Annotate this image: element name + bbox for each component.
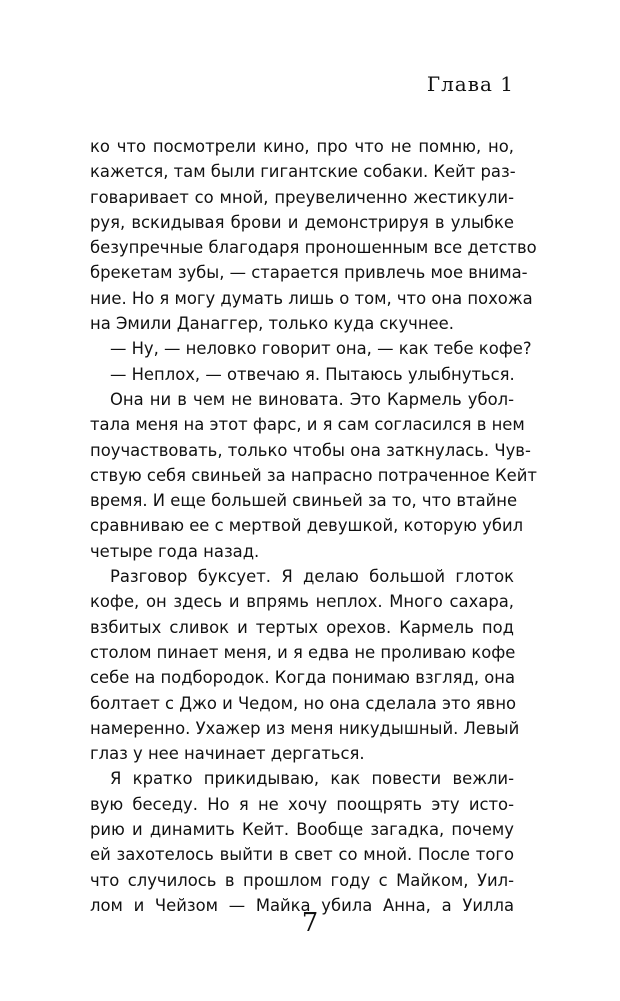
text-line: Разговор буксует. Я делаю большой глоток (110, 567, 514, 587)
text-line: время. И еще большей свиньей за то, что втайне (90, 491, 518, 511)
text-line: взбитых сливок и тертых орехов. Кармель под (90, 617, 514, 637)
body-text-block (90, 134, 537, 918)
text-line: поучаствовать, только чтобы она заткнулась. Чув- (90, 440, 531, 460)
text-line: вую беседу. Но я не хочу поощрять эту исто- (90, 794, 514, 814)
text-line: Я кратко прикидываю, как повести вежли- (110, 769, 514, 789)
text-line: что случилось в прошлом году с Майком, Уил- (90, 870, 514, 890)
text-line: столом пинает меня, и я едва не проливаю кофе (90, 642, 516, 662)
text-line: четыре года назад. (90, 541, 260, 561)
text-line: тала меня на этот фарс, и я сам согласился в нем (90, 415, 525, 435)
text-line: Она ни в чем не виновата. Это Кармель убол- (110, 389, 514, 409)
text-line: — Ну, — неловко говорит она, — как тебе кофе? (110, 339, 532, 359)
page-number: 7 (301, 908, 319, 938)
text-line: лом и Чейзом — Майка убила Анна, а Уилла (90, 895, 514, 915)
text-line: сравниваю ее с мертвой девушкой, которую убил (90, 516, 524, 536)
text-line: руя, вскидывая брови и демонстрируя в улыбке (90, 212, 514, 232)
text-line: на Эмили Данаггер, только куда скучнее. (90, 314, 454, 334)
text-line: глаз у нее начинает дергаться. (90, 744, 365, 764)
text-line: ко что посмотрели кино, про что не помню, но, (90, 137, 514, 156)
text-line: намеренно. Ухажер из меня никудышный. Левый (90, 718, 520, 738)
running-head-chapter-title: Глава 1 (426, 72, 514, 96)
text-line: кофе, он здесь и впрямь неплох. Много сахара, (90, 592, 514, 612)
text-line: ствую себя свиньей за напрасно потраченное Кейт (90, 465, 537, 485)
text-line: брекетам зубы, — старается привлечь мое внима- (90, 263, 528, 283)
text-line: безупречные благодаря проношенным все детство (90, 238, 537, 258)
text-line: себе на подбородок. Когда понимаю взгляд, она (90, 668, 516, 688)
text-line: — Неплох, — отвечаю я. Пытаюсь улыбнуться. (110, 364, 515, 384)
text-line: болтает с Джо и Чедом, но она сделала это явно (90, 693, 517, 713)
text-line: кажется, там были гигантские собаки. Кейт раз- (90, 162, 516, 182)
text-line: говаривает со мной, преувеличенно жестикули- (90, 187, 514, 207)
text-line: рию и динамить Кейт. Вообще загадка, почему (90, 820, 514, 840)
text-line: ей захотелось выйти в свет со мной. После того (90, 845, 514, 865)
text-line: ние. Но я могу думать лишь о том, что она похожа (90, 288, 533, 308)
